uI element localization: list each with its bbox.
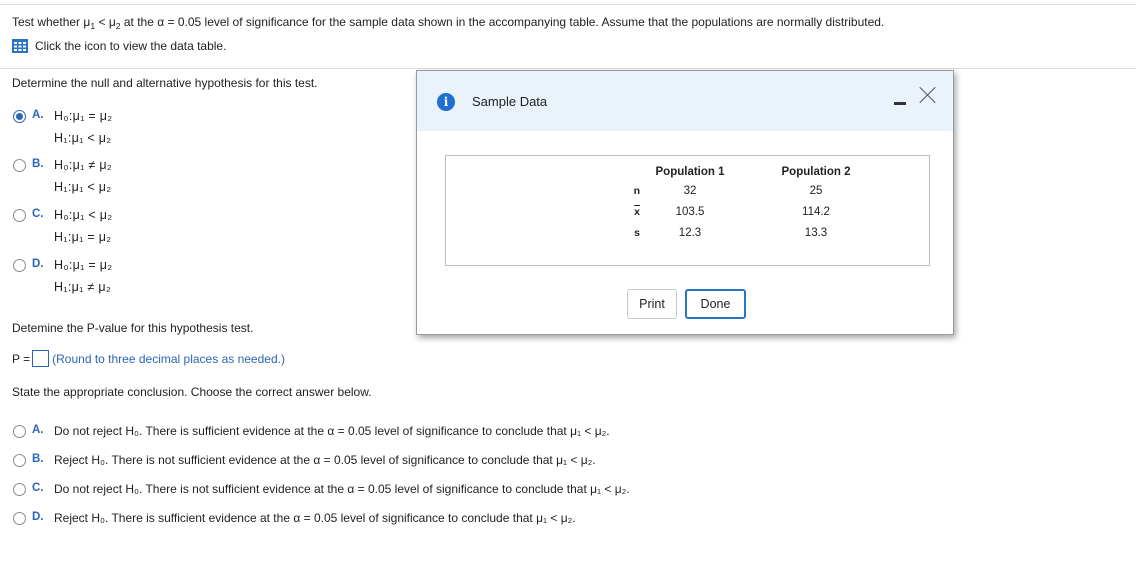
column-header-population-2: Population 2 <box>781 166 851 178</box>
option-letter: B. <box>32 453 44 465</box>
column-header-population-1: Population 1 <box>655 166 725 178</box>
pvalue-row <box>12 350 285 367</box>
radio-a[interactable] <box>13 110 26 123</box>
hypothesis-option-d[interactable] <box>13 258 112 308</box>
null-hypothesis: H₀:μ₁ < μ₂ <box>54 208 113 222</box>
conclusion-option-b[interactable] <box>13 453 630 482</box>
conclusion-text: Do not reject H₀. There is not sufficient evidence at the α = 0.05 level of significance to conclude that μ₁ < μ₂. <box>54 482 630 496</box>
alt-hypothesis: H₁:μ₁ < μ₂ <box>54 180 112 194</box>
radio-d[interactable] <box>13 259 26 272</box>
sample-data-dialog <box>416 70 954 335</box>
radio-b[interactable] <box>13 159 26 172</box>
table-grid-icon[interactable] <box>12 39 28 53</box>
mu2-symbol: $\mu_2$ <box>108 15 121 32</box>
info-icon: i <box>437 93 455 111</box>
null-hypothesis: H₀:μ₁ = μ₂ <box>54 258 113 272</box>
hypothesis-option-c[interactable] <box>13 208 112 258</box>
hypothesis-option-b[interactable] <box>13 158 112 208</box>
conclusion-text: Reject H₀. There is not sufficient evidence at the α = 0.05 level of significance to conclude that μ₁ < μ₂. <box>54 453 596 467</box>
close-icon[interactable] <box>919 86 937 104</box>
table-row <box>446 180 864 201</box>
pvalue-input[interactable] <box>32 350 49 367</box>
conclusion-option-c[interactable] <box>13 482 630 511</box>
data-table-link[interactable] <box>12 39 226 53</box>
cell-xbar-pop1: 103.5 <box>675 205 705 218</box>
data-table-frame <box>445 155 930 266</box>
hypothesis-instruction: Determine the null and alternative hypothesis for this test. <box>12 76 318 90</box>
alt-hypothesis: H₁:μ₁ ≠ μ₂ <box>54 280 111 294</box>
cell-n-pop2: 25 <box>809 184 823 197</box>
print-button[interactable]: Print <box>627 289 677 319</box>
conclusion-instruction: State the appropriate conclusion. Choose the correct answer below. <box>12 385 372 399</box>
minimize-icon[interactable] <box>892 93 908 105</box>
alt-hypothesis: H₁:μ₁ < μ₂ <box>54 131 112 145</box>
conclusion-text: Reject H₀. There is sufficient evidence at the α = 0.05 level of significance to conclude that μ₁ < μ₂. <box>54 511 576 525</box>
option-letter: B. <box>32 158 44 170</box>
sample-data-table <box>446 156 864 243</box>
conclusion-option-a[interactable] <box>13 424 630 453</box>
mu1-symbol: $\mu_1$ <box>83 15 96 32</box>
radio-c[interactable] <box>13 209 26 222</box>
radio-conclusion-d[interactable] <box>13 512 26 525</box>
less-than: < <box>98 15 106 29</box>
option-letter: D. <box>32 258 44 270</box>
done-button[interactable]: Done <box>685 289 746 319</box>
pvalue-hint: (Round to three decimal places as needed.) <box>52 351 285 366</box>
row-label-s: s <box>634 226 640 239</box>
question-prefix: Test whether <box>12 15 81 29</box>
option-letter: A. <box>32 424 44 436</box>
cell-n-pop1: 32 <box>683 184 697 197</box>
cell-s-pop2: 13.3 <box>804 226 828 239</box>
option-letter: C. <box>32 208 44 220</box>
null-hypothesis: H₀:μ₁ ≠ μ₂ <box>54 158 112 172</box>
radio-conclusion-a[interactable] <box>13 425 26 438</box>
question-text <box>12 15 885 32</box>
option-letter: A. <box>32 109 44 121</box>
dialog-header <box>417 71 953 131</box>
table-row <box>446 222 864 243</box>
option-letter: C. <box>32 482 44 494</box>
data-table-link-text[interactable]: Click the icon to view the data table. <box>35 39 227 53</box>
conclusion-options <box>13 424 630 540</box>
conclusion-option-d[interactable] <box>13 511 630 540</box>
top-divider <box>0 4 1136 5</box>
row-label-n: n <box>633 184 640 197</box>
null-hypothesis: H₀:μ₁ = μ₂ <box>54 109 113 123</box>
radio-conclusion-b[interactable] <box>13 454 26 467</box>
cell-xbar-pop2: 114.2 <box>802 205 830 218</box>
radio-conclusion-c[interactable] <box>13 483 26 496</box>
question-suffix: at the α = 0.05 level of significance for the sample data shown in the accompanying table. Assume that the populations are normally distributed. <box>123 15 885 29</box>
alt-hypothesis: H₁:μ₁ = μ₂ <box>54 230 112 244</box>
option-letter: D. <box>32 511 44 523</box>
table-row <box>446 201 864 222</box>
conclusion-text: Do not reject H₀. There is sufficient evidence at the α = 0.05 level of significance to conclude that μ₁ < μ₂. <box>54 424 610 438</box>
dialog-title: Sample Data <box>472 94 548 109</box>
hypothesis-options <box>13 109 112 308</box>
section-divider <box>0 68 1136 69</box>
cell-s-pop1: 12.3 <box>678 226 702 239</box>
row-label-xbar: $\overline{x}$ <box>634 205 640 218</box>
hypothesis-option-a[interactable] <box>13 109 112 158</box>
pvalue-instruction: Detemine the P-value for this hypothesis test. <box>12 321 254 335</box>
pvalue-label: P = <box>12 351 31 366</box>
